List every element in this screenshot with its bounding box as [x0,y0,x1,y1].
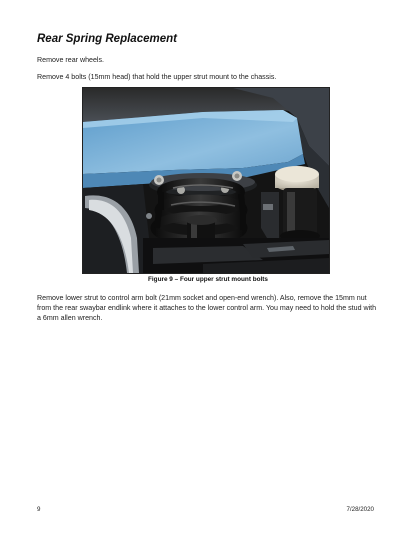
footer-date: 7/28/2020 [346,506,374,513]
figure-caption: Figure 9 – Four upper strut mount bolts [147,276,268,283]
step-remove-upper-bolts: Remove 4 bolts (15mm head) that hold the upper strut mount to the chassis. [37,73,277,81]
step-remove-lower-strut-bolt: Remove lower strut to control arm bolt (21mm socket and open-end wrench). Also, remove the 15mm nut from the rear swaybar endlink where it attaches to the lower control arm. You may need to hold the stud with a 6mm allen wrench. [37,294,377,322]
strut-mount-photo [82,87,330,274]
page-number: 9 [37,506,41,513]
page-title: Rear Spring Replacement [37,33,177,45]
step-remove-wheels: Remove rear wheels. [37,56,105,64]
